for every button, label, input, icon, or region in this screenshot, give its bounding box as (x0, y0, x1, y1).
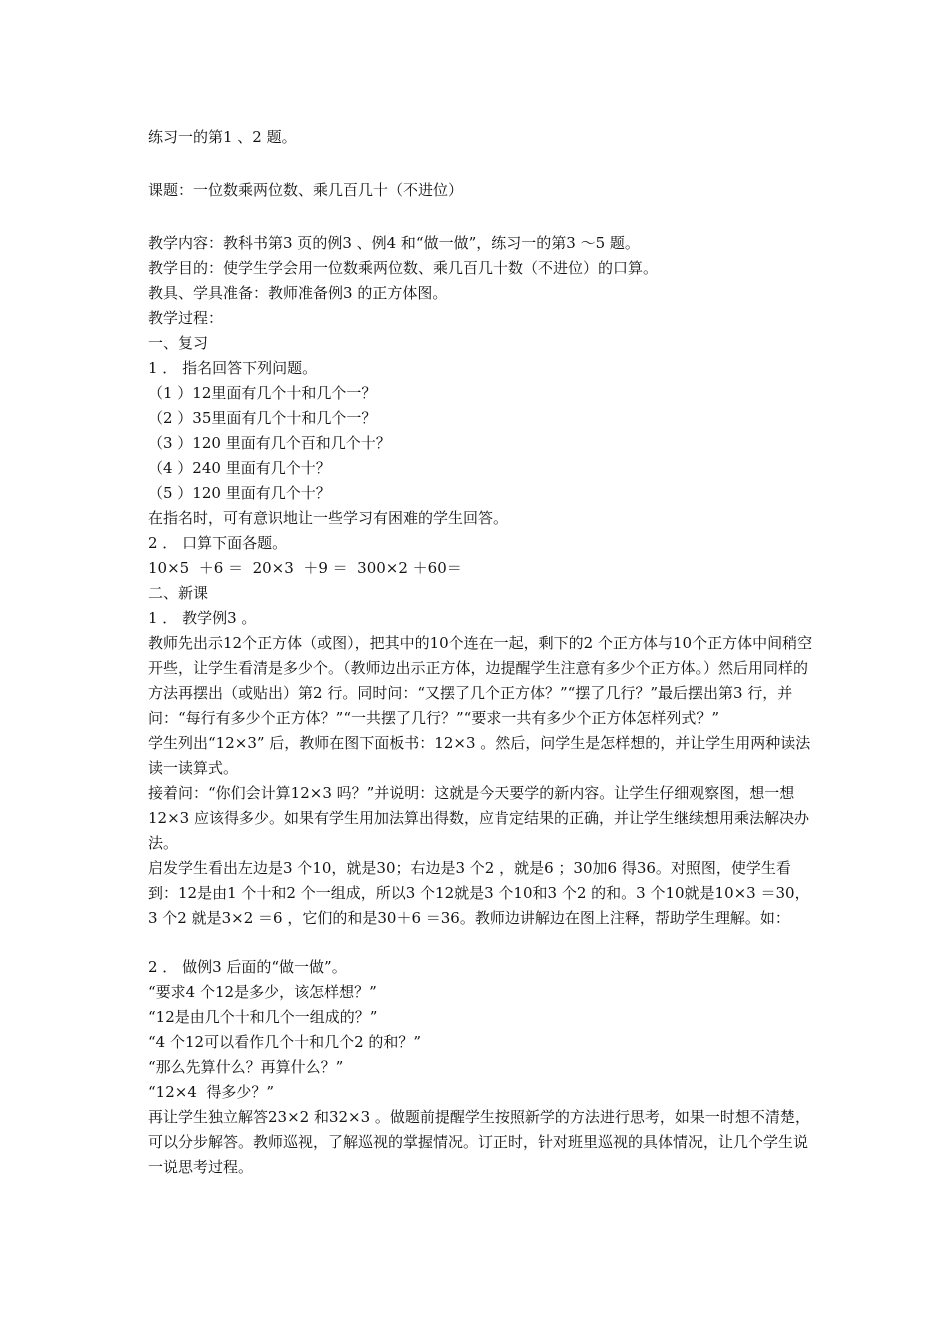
lesson-title: 课题：一位数乘两位数、乘几百几十（不进位） (148, 181, 464, 199)
quote-line: “12×4 得多少？” (148, 1083, 275, 1101)
new-lesson-item-1: 1 ． 教学例3 。 (148, 609, 257, 627)
meta-content: 教学内容：教科书第3 页的例3 、例4 和“做一做”，练习一的第3 ～5 题。 (148, 234, 640, 252)
document-page (148, 125, 818, 1180)
review-question: （1 ）12里面有几个十和几个一？ (148, 384, 377, 402)
spacer (148, 150, 818, 178)
review-question: （2 ）35里面有几个十和几个一？ (148, 409, 377, 427)
quote-line: “4 个12可以看作几个十和几个2 的和？” (148, 1033, 422, 1051)
spacer (148, 931, 818, 955)
review-item-1: 1 ． 指名回答下列问题。 (148, 359, 318, 377)
section-heading-new-lesson: 二、新课 (148, 584, 209, 602)
paragraph: 接着问：“你们会计算12×3 吗？”并说明：这就是今天要学的新内容。让学生仔细观察图，想一想12×3 应该得多少。如果有学生用加法算出得数，应肯定结果的正确，并让学生继续想用乘法解决办法。 (148, 784, 809, 852)
meta-purpose: 教学目的：使学生学会用一位数乘两位数、乘几百几十数（不进位）的口算。 (148, 259, 659, 277)
review-question: （4 ）240 里面有几个十？ (148, 459, 331, 477)
quote-line: “那么先算什么？再算什么？” (148, 1058, 344, 1076)
new-lesson-item-2: 2 ． 做例3 后面的“做一做”。 (148, 958, 347, 976)
review-item-2: 2 ． 口算下面各题。 (148, 534, 288, 552)
paragraph: 学生列出“12×3” 后，教师在图下面板书：12×3 。然后，问学生是怎样想的，并让学生用两种读法读一读算式。 (148, 734, 811, 777)
spacer (148, 203, 818, 231)
review-question: （3 ）120 里面有几个百和几个十？ (148, 434, 391, 452)
section-heading-review: 一、复习 (148, 334, 209, 352)
quote-line: “要求4 个12是多少，该怎样想？” (148, 983, 377, 1001)
calc-line: 10×5 ＋6 ＝ 20×3 ＋9 ＝ 300×2 ＋60＝ (148, 559, 462, 577)
review-question: （5 ）120 里面有几个十？ (148, 484, 331, 502)
intro-line: 练习一的第1 、2 题。 (148, 128, 297, 146)
review-note: 在指名时，可有意识地让一些学习有困难的学生回答。 (148, 509, 509, 527)
meta-materials: 教具、学具准备：教师准备例3 的正方体图。 (148, 284, 448, 302)
meta-process: 教学过程： (148, 309, 224, 327)
paragraph: 启发学生看出左边是3 个10，就是30；右边是3 个2 ，就是6 ；30加6 得36。对照图，使学生看到：12是由1 个十和2 个一组成，所以3 个12就是3 个10和3 个2 的和。3 个10就是10×3 ＝30，3 个2 就是3×2 ＝6 ，它们的和是30＋6 ＝36。教师边讲解边在图上注释，帮助学生理解。如： (148, 859, 810, 927)
paragraph: 教师先出示12个正方体（或图），把其中的10个连在一起，剩下的2 个正方体与10个正方体中间稍空开些，让学生看清是多少个。（教师边出示正方体，边提醒学生注意有多少个正方体。）然后用同样的方法再摆出（或贴出）第2 行。同时问：“又摆了几个正方体？”“摆了几行？”最后摆出第3 行，并问：“每行有多少个正方体？”“一共摆了几行？”“要求一共有多少个正方体怎样列式？” (148, 634, 813, 727)
closing-paragraph: 再让学生独立解答23×2 和32×3 。做题前提醒学生按照新学的方法进行思考，如果一时想不清楚，可以分步解答。教师巡视，了解巡视的掌握情况。订正时，针对班里巡视的具体情况，让几个学生说一说思考过程。 (148, 1108, 810, 1176)
quote-line: “12是由几个十和几个一组成的？” (148, 1008, 378, 1026)
